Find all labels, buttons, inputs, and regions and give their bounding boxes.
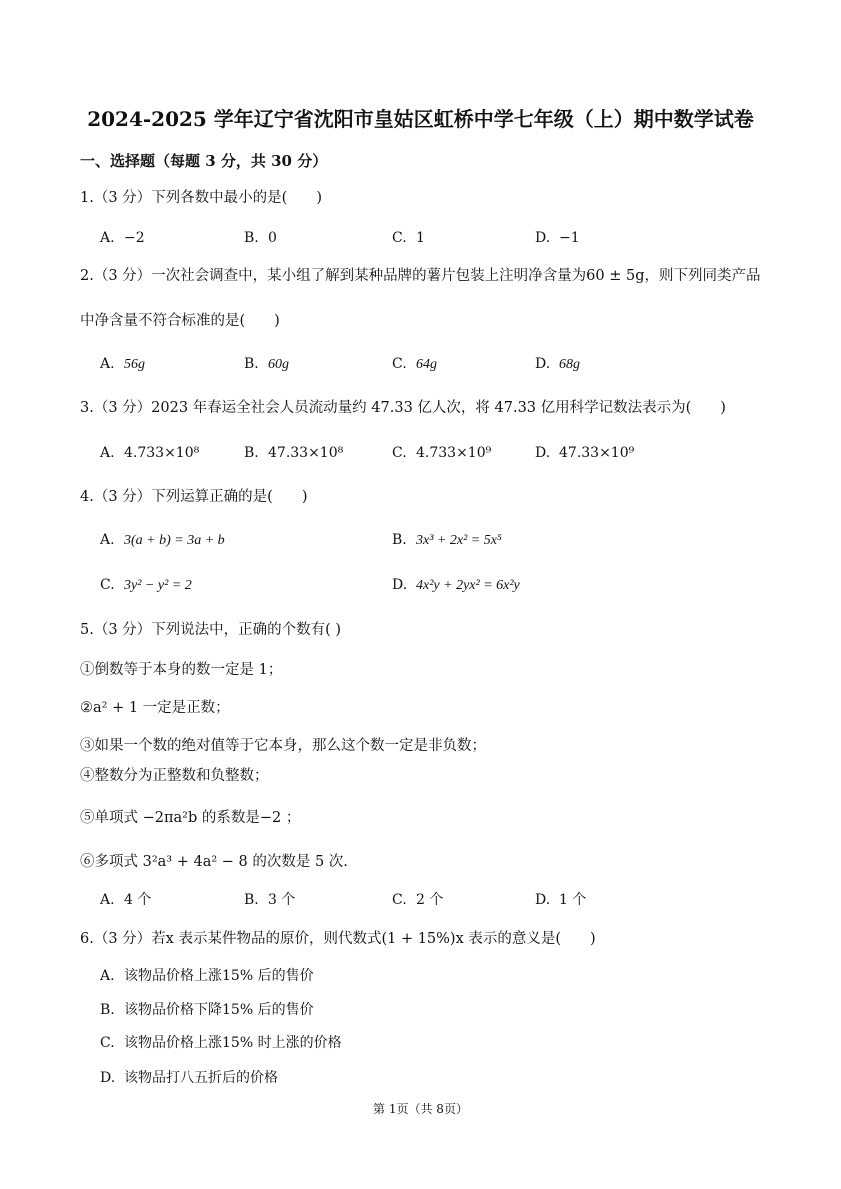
question-5-option-a: A. 4 个 <box>100 892 152 908</box>
question-4-option-d: D. 4x²y + 2yx² = 6x²y <box>392 577 520 593</box>
question-3-stem: 3.（3 分）2023 年春运全社会人员流动量约 47.33 亿人次，将 47.33 亿用科学记数法表示为( ) <box>80 400 726 416</box>
page-title: 2024-2025 学年辽宁省沈阳市皇姑区虹桥中学七年级（上）期中数学试卷 <box>87 107 754 131</box>
question-4-option-a: A. 3(a + b) = 3a + b <box>100 532 225 548</box>
question-2-option-a: A. 56g <box>100 356 145 372</box>
question-3-option-c: C. 4.733×10⁹ <box>392 445 492 461</box>
question-2-option-d: D. 68g <box>535 356 580 372</box>
question-1-option-a: A. −2 <box>100 230 145 246</box>
question-4-option-c: C. 3y² − y² = 2 <box>100 577 192 593</box>
question-2-option-b: B. 60g <box>244 356 289 372</box>
question-6-option-d: D. 该物品打八五折后的价格 <box>100 1070 278 1086</box>
question-5-statement-3: ③如果一个数的绝对值等于它本身，那么这个数一定是非负数； <box>80 738 486 754</box>
question-2-option-c: C. 64g <box>392 356 437 372</box>
question-1-option-d: D. −1 <box>535 230 580 246</box>
question-5-statement-2: ②a² + 1 一定是正数； <box>80 700 230 716</box>
question-5-statement-5: ⑤单项式 −2πa²b 的系数是−2 ； <box>80 810 301 826</box>
question-5-statement-1: ①倒数等于本身的数一定是 1； <box>80 662 283 678</box>
question-5-statement-4: ④整数分为正整数和负整数； <box>80 768 269 784</box>
question-1-option-c: C. 1 <box>392 230 425 246</box>
question-6-stem: 6.（3 分）若x 表示某件物品的原价，则代数式(1 + 15%)x 表示的意义是( ) <box>80 931 596 947</box>
question-5-option-c: C. 2 个 <box>392 892 444 908</box>
question-1-stem: 1.（3 分）下列各数中最小的是( ) <box>80 190 322 206</box>
question-4-stem: 4.（3 分）下列运算正确的是( ) <box>80 489 308 505</box>
question-2-stem: 2.（3 分）一次社会调查中，某小组了解到某种品牌的薯片包装上注明净含量为60 ± 5g，则下列同类产品 <box>80 268 761 284</box>
question-6-option-b: B. 该物品价格下降15% 后的售价 <box>100 1002 314 1018</box>
question-6-option-c: C. 该物品价格上涨15% 时上涨的价格 <box>100 1035 342 1051</box>
question-5-option-b: B. 3 个 <box>244 892 296 908</box>
page-footer: 第 1页（共 8页） <box>373 1102 468 1116</box>
question-1-option-b: B. 0 <box>244 230 277 246</box>
question-4-option-b: B. 3x³ + 2x² = 5x⁵ <box>392 532 502 548</box>
question-3-option-b: B. 47.33×10⁸ <box>244 445 344 461</box>
section-heading: 一、选择题（每题 3 分，共 30 分） <box>80 152 328 170</box>
question-2-stem-continued: 中净含量不符合标准的是( ) <box>80 313 280 329</box>
question-5-stem: 5.（3 分）下列说法中，正确的个数有( ) <box>80 622 342 638</box>
question-5-statement-6: ⑥多项式 3²a³ + 4a² − 8 的次数是 5 次. <box>80 854 348 870</box>
question-3-option-d: D. 47.33×10⁹ <box>535 445 635 461</box>
question-5-option-d: D. 1 个 <box>535 892 587 908</box>
question-6-option-a: A. 该物品价格上涨15% 后的售价 <box>100 968 314 984</box>
question-3-option-a: A. 4.733×10⁸ <box>100 445 200 461</box>
